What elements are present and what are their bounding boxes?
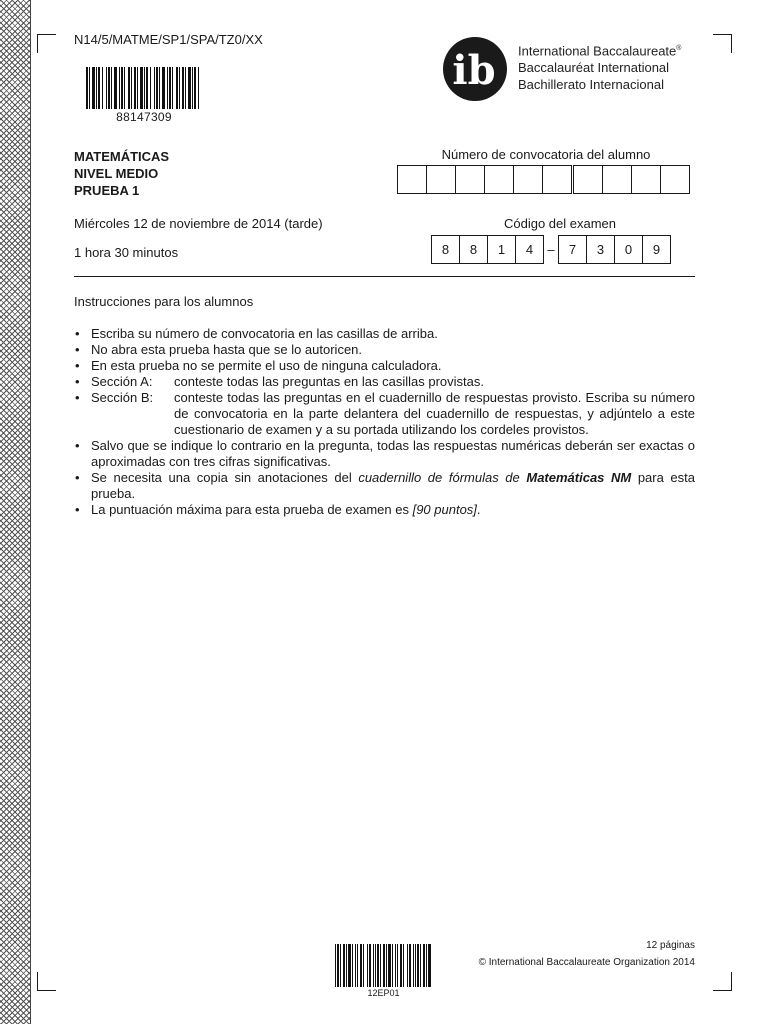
section-a-label: • Sección A:: [91, 374, 153, 389]
subject-title: MATEMÁTICAS: [74, 149, 170, 164]
exam-code-digit: 8: [459, 235, 488, 264]
barcode-top: [86, 67, 202, 109]
instruction-item: • En esta prueba no se permite el uso de ninguna calculadora.: [74, 358, 695, 374]
exam-duration: 1 hora 30 minutos: [74, 245, 179, 260]
candidate-number-label: Número de convocatoria del alumno: [441, 147, 651, 162]
barcode-bar: [367, 944, 368, 987]
exam-code-digit: 3: [586, 235, 615, 264]
barcode-bar: [426, 944, 427, 987]
exam-code-digit: 0: [614, 235, 643, 264]
exam-code-label: Código del examen: [503, 216, 617, 231]
header-divider: [74, 276, 695, 277]
instructions-list: [74, 326, 695, 518]
barcode-bar: [179, 67, 180, 109]
barcode-bar: [169, 67, 171, 109]
exam-code-digit: 4: [515, 235, 544, 264]
barcode-bar: [377, 944, 379, 987]
barcode-bar: [167, 67, 168, 109]
instruction-item: • Se necesita una copia sin anotaciones del cuadernillo de fórmulas de Matemáticas NM para esta prueba.: [74, 470, 695, 502]
barcode-top-number: 88147309: [116, 110, 172, 124]
barcode-bottom-number: 12EP01: [367, 988, 400, 998]
barcode-bar: [369, 944, 371, 987]
barcode-bar: [159, 67, 160, 109]
barcode-bar: [400, 944, 402, 987]
barcode-bar: [92, 67, 95, 109]
barcode-bar: [428, 944, 431, 987]
crop-mark-bottom-left: [37, 972, 56, 991]
exam-code-digit: 9: [642, 235, 671, 264]
exam-code-digit: 1: [487, 235, 516, 264]
instructions-title: Instrucciones para los alumnos: [74, 294, 254, 309]
candidate-digit-box[interactable]: [542, 165, 572, 194]
instruction-item: • Salvo que se indique lo contrario en la pregunta, todas las respuestas numéricas deberán ser exactas o aproximadas con tres cifras significativas.: [74, 438, 695, 470]
candidate-digit-box[interactable]: [426, 165, 456, 194]
ib-name-fr: Baccalauréat International: [518, 60, 670, 76]
barcode-bar: [420, 944, 421, 987]
barcode-bar: [386, 944, 387, 987]
section-b-text: conteste todas las preguntas en el cuadernillo de respuestas provisto. Escriba su número de convocatoria en la parte delantera del cuadernillo de respuestas, y adjúntelo a este cuestionario de examen y a su portada utilizando los cordeles provistos.: [174, 390, 695, 437]
barcode-bar: [340, 944, 341, 987]
candidate-digit-box[interactable]: [484, 165, 514, 194]
crop-mark-top-left: [37, 34, 56, 53]
barcode-bar: [185, 67, 186, 109]
crop-mark-bottom-right: [713, 972, 732, 991]
barcode-bar: [357, 944, 358, 987]
instruction-item-section-b: [74, 390, 695, 438]
barcode-bar: [388, 944, 391, 987]
barcode-bar: [335, 944, 336, 987]
barcode-bar: [102, 67, 103, 109]
ib-name-en: International Baccalaureate: [518, 43, 677, 59]
candidate-digit-box[interactable]: [573, 165, 603, 194]
subject-paper: PRUEBA 1: [74, 183, 140, 198]
instruction-item: • Escriba su número de convocatoria en las casillas de arriba.: [74, 326, 695, 342]
barcode-bar: [423, 944, 425, 987]
instruction-item: • La puntuación máxima para esta prueba de examen es [90 puntos].: [74, 502, 695, 518]
barcode-bar: [106, 67, 107, 109]
barcode-bar: [343, 944, 345, 987]
barcode-bar: [111, 67, 112, 109]
exam-code-digit: 8: [431, 235, 460, 264]
barcode-bar: [98, 67, 100, 109]
ib-logo-letters: ib: [452, 47, 496, 94]
barcode-bar: [355, 944, 356, 987]
barcode-bar: [182, 67, 184, 109]
barcode-bar: [128, 67, 130, 109]
barcode-bar: [137, 67, 138, 109]
barcode-bar: [383, 944, 385, 987]
barcode-bar: [198, 67, 199, 109]
barcode-bar: [156, 67, 158, 109]
barcode-bar: [415, 944, 416, 987]
exam-date: Miércoles 12 de noviembre de 2014 (tarde): [74, 216, 323, 231]
barcode-bar: [348, 944, 351, 987]
section-b-label: • Sección B:: [91, 390, 154, 405]
barcode-bar: [192, 67, 193, 109]
barcode-bar: [172, 67, 173, 109]
candidate-digit-box[interactable]: [660, 165, 690, 194]
candidate-digit-box[interactable]: [602, 165, 632, 194]
subject-level: NIVEL MEDIO: [74, 166, 159, 181]
barcode-bar: [403, 944, 404, 987]
subject-block: [74, 148, 169, 199]
candidate-digit-box[interactable]: [455, 165, 485, 194]
barcode-bar: [176, 67, 178, 109]
candidate-digit-box[interactable]: [631, 165, 661, 194]
barcode-bar: [397, 944, 398, 987]
barcode-bar: [395, 944, 396, 987]
barcode-bar: [380, 944, 381, 987]
instruction-item-section-a: [74, 374, 695, 390]
instruction-item: • No abra esta prueba hasta que se lo autoricen.: [74, 342, 695, 358]
barcode-bar: [363, 944, 364, 987]
barcode-bar: [108, 67, 110, 109]
barcode-bar: [373, 944, 374, 987]
barcode-bar: [114, 67, 117, 109]
barcode-bar: [121, 67, 123, 109]
barcode-bar: [119, 67, 120, 109]
barcode-bar: [360, 944, 362, 987]
barcode-bottom: [335, 944, 432, 987]
barcode-bar: [337, 944, 339, 987]
barcode-bar: [352, 944, 353, 987]
crop-mark-top-right: [713, 34, 732, 53]
candidate-digit-box[interactable]: [397, 165, 427, 194]
exam-reference: N14/5/MATME/SP1/SPA/TZ0/XX: [74, 32, 263, 47]
barcode-bar: [146, 67, 148, 109]
barcode-bar: [407, 944, 408, 987]
barcode-bar: [392, 944, 393, 987]
exam-code-separator: –: [547, 242, 555, 257]
exam-code-boxes: [431, 235, 670, 264]
barcode-bar: [150, 67, 151, 109]
barcode-bar: [375, 944, 376, 987]
candidate-number-boxes: [397, 165, 689, 194]
barcode-bar: [89, 67, 90, 109]
barcode-bar: [194, 67, 196, 109]
barcode-bar: [162, 67, 165, 109]
barcode-bar: [124, 67, 125, 109]
ib-organization-names: [518, 40, 681, 93]
candidate-digit-box[interactable]: [513, 165, 543, 194]
barcode-bar: [131, 67, 132, 109]
barcode-bar: [417, 944, 419, 987]
copyright-notice: © International Baccalaureate Organization 2014: [478, 957, 695, 968]
barcode-bar: [413, 944, 414, 987]
exam-code-digit: 7: [558, 235, 587, 264]
barcode-bar: [409, 944, 411, 987]
ib-logo-icon: [441, 37, 509, 101]
ib-name-es: Bachillerato Internacional: [518, 77, 664, 93]
barcode-bar: [154, 67, 155, 109]
registered-mark: ®: [676, 45, 682, 52]
barcode-bar: [86, 67, 88, 109]
section-a-text: conteste todas las preguntas en las casillas provistas.: [174, 374, 485, 389]
page-count: 12 páginas: [646, 940, 695, 951]
barcode-bar: [188, 67, 191, 109]
binding-strip: [0, 0, 31, 1024]
barcode-bar: [96, 67, 97, 109]
barcode-bar: [346, 944, 347, 987]
barcode-bar: [144, 67, 145, 109]
barcode-bar: [134, 67, 136, 109]
barcode-bar: [140, 67, 143, 109]
